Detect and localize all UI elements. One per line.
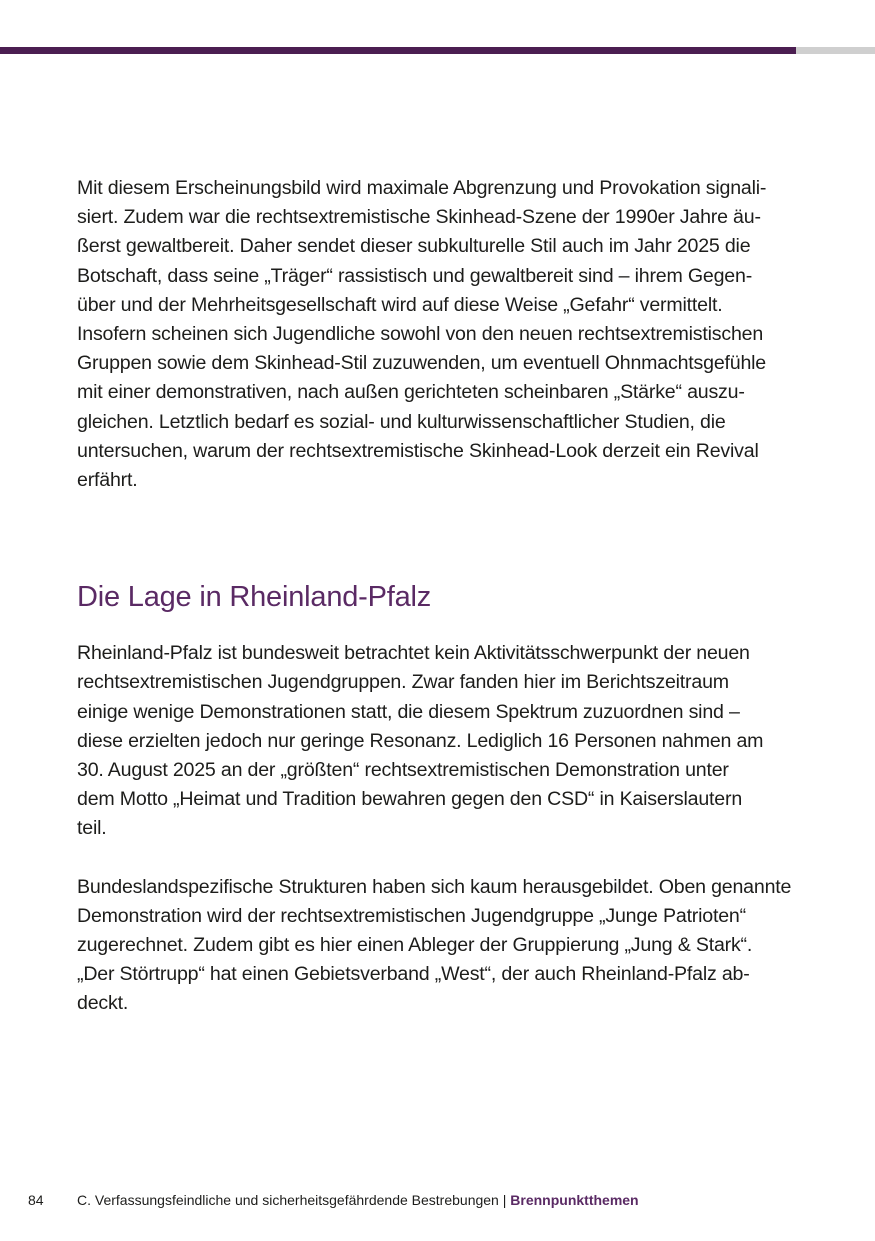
footer-section-title: Brennpunktthemen (510, 1192, 639, 1208)
footer-separator: | (498, 1192, 511, 1208)
body-paragraph-3: Bundeslandspezifische Strukturen haben sich kaum herausgebildet. Oben genannte Demonstration wird der rechtsextremistischen Jugendgruppe „Junge Patrioten“ zugerechnet. Zudem gibt es hier einen Ableger der Gruppierung „Jung & Stark“. „Der Störtrupp“ hat einen Gebietsverband „West“, der auch Rheinland-Pfalz ab- deckt. (77, 875, 792, 1015)
section-heading: Die Lage in Rheinland-Pfalz (77, 581, 432, 614)
footer-chapter-title: C. Verfassungsfeindliche und sicherheitsgefährdende Bestrebungen (77, 1192, 499, 1208)
body-paragraph-2: Rheinland-Pfalz ist bundesweit betrachtet kein Aktivitätsschwerpunkt der neuen rechtsextremistischen Jugendgruppen. Zwar fanden hier im Berichtszeitraum einige wenige Demonstrationen statt, die diesem Spektrum zuzuordnen sind – diese erzielten jedoch nur geringe Resonanz. Lediglich 16 Personen nahmen am 30. August 2025 an der „größten“ rechtsextremistischen Demonstration unter dem Motto „Heimat und Tradition bewahren gegen den CSD“ in Kaiserslautern teil. (77, 642, 764, 840)
page-number: 84 (28, 1192, 44, 1208)
header-accent-bar (0, 47, 796, 54)
page-content (77, 174, 800, 1019)
page-footer (28, 1190, 858, 1210)
header-bar-end (796, 47, 875, 54)
body-paragraph-1: Mit diesem Erscheinungsbild wird maximale Abgrenzung und Provokation signali- siert. Zudem war die rechtsextremistische Skinhead-Szene der 1990er Jahre äu- ßerst gewaltbereit. Daher sendet dieser subkulturelle Stil auch im Jahr 2025 die Botschaft, dass seine „Träger“ rassistisch und gewaltbereit sind – ihrem Gegen- über und der Mehrheitsgesellschaft wird auf diese Weise „Gefahr“ vermittelt. Insofern scheinen sich Jugendliche sowohl von den neuen rechtsextremistischen Gruppen sowie dem Skinhead-Stil zuzuwenden, um eventuell Ohnmachtsgefühle mit einer demonstrativen, nach außen gerichteten scheinbaren „Stärke“ auszu- gleichen. Letztlich bedarf es sozial- und kulturwissenschaftlicher Studien, die untersuchen, warum der rechtsextremistische Skinhead-Look derzeit ein Revival erfährt. (77, 177, 767, 492)
